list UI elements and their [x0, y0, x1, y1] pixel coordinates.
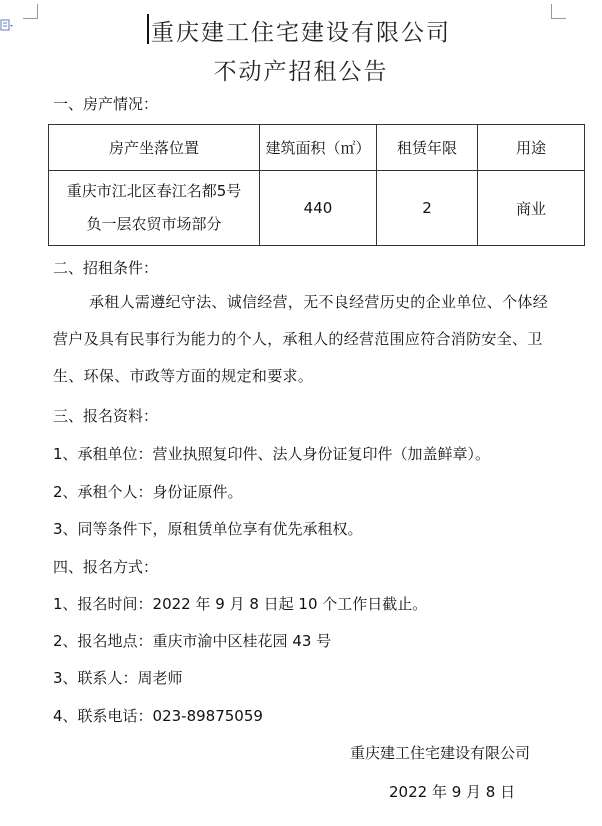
section3-item-2: 2、承租个人：身份证原件。: [53, 483, 243, 501]
property-table: [48, 124, 585, 246]
section1-heading: 一、房产情况：: [53, 95, 159, 113]
signature-company: 重庆建工住宅建设有限公司: [350, 744, 531, 762]
section3-item-3: 3、同等条件下，原租赁单位享有优先承租权。: [53, 520, 363, 538]
header-use: 用途: [478, 125, 585, 171]
section4-item-1: 1、报名时间：2022 年 9 月 8 日起 10 个工作日截止。: [53, 595, 428, 613]
table-row: [49, 171, 585, 246]
section3-heading: 三、报名资料：: [53, 407, 159, 425]
section2-heading: 二、招租条件：: [53, 259, 159, 277]
section2-paragraph: 承租人需遵纪守法、诚信经营，无不良经营历史的企业单位、个体经营户及具有民事行为能力的个人，承租人的经营范围应符合消防安全、卫生、环保、市政等方面的规定和要求。: [53, 293, 549, 385]
section4-item-4: 4、联系电话：023-89875059: [53, 707, 263, 725]
header-term: 租赁年限: [377, 125, 478, 171]
signature-date: 2022 年 9 月 8 日: [389, 783, 516, 801]
document-title-company: 重庆建工住宅建设有限公司: [151, 20, 451, 46]
section4-item-2: 2、报名地点：重庆市渝中区桂花园 43 号: [53, 632, 332, 650]
document-title-notice: 不动产招租公告: [213, 59, 389, 85]
header-area: 建筑面积（㎡）: [260, 125, 377, 171]
cell-location-line2: 负一层农贸市场部分: [86, 215, 222, 233]
section4-item-3: 3、联系人：周老师: [53, 669, 183, 687]
section3-item-1: 1、承租单位：营业执照复印件、法人身份证复印件（加盖鲜章）。: [53, 445, 491, 463]
cell-area: 440: [260, 171, 377, 246]
cell-term: 2: [377, 171, 478, 246]
cell-location-line1: 重庆市江北区春江名都5号: [66, 182, 242, 200]
cell-location: [49, 171, 260, 246]
section4-heading: 四、报名方式：: [53, 558, 159, 576]
header-location: 房产坐落位置: [49, 125, 260, 171]
cell-use: 商业: [478, 171, 585, 246]
table-header-row: [49, 125, 585, 171]
